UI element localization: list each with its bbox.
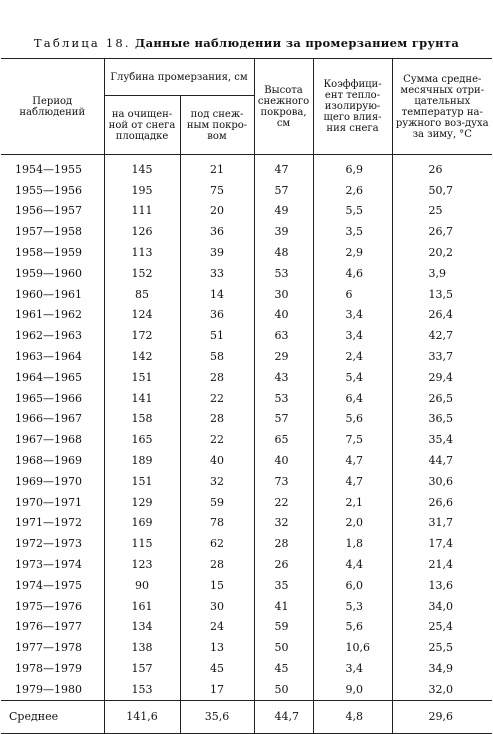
table-row (1, 155, 492, 180)
coefficient-cell: 2,4 (313, 346, 392, 367)
coefficient-cell: 10,6 (313, 637, 392, 658)
snow-height-cell: 59 (254, 617, 313, 638)
table-header (1, 59, 492, 155)
under-snow-depth-cell: 78 (180, 513, 254, 534)
temp-sum-cell: 50,7 (392, 180, 492, 201)
table-row (1, 617, 492, 638)
coefficient-cell: 3,4 (313, 325, 392, 346)
temp-sum-cell: 34,0 (392, 596, 492, 617)
snow-height-cell: 73 (254, 471, 313, 492)
cleared-depth-cell: 85 (104, 284, 180, 305)
table-row (1, 637, 492, 658)
under-snow-depth-cell: 20 (180, 201, 254, 222)
cleared-depth-cell: 123 (104, 554, 180, 575)
period-cell: 1966—1967 (1, 409, 104, 430)
coefficient-cell: 6,9 (313, 155, 392, 180)
header-cleared: на очищен-ной от снега площадке (104, 96, 180, 155)
under-snow-depth-cell: 75 (180, 180, 254, 201)
table-row (1, 596, 492, 617)
cleared-depth-cell: 158 (104, 409, 180, 430)
table-row (1, 679, 492, 700)
under-snow-depth-cell: 28 (180, 409, 254, 430)
temp-sum-cell: 44,7 (392, 450, 492, 471)
period-cell: 1974—1975 (1, 575, 104, 596)
temp-sum-cell: 26,6 (392, 492, 492, 513)
coefficient-cell: 7,5 (313, 429, 392, 450)
snow-height-cell: 50 (254, 637, 313, 658)
cleared-depth-cell: 138 (104, 637, 180, 658)
header-freeze-depth: Глубина промерзания, см (104, 59, 254, 96)
period-cell: 1971—1972 (1, 513, 104, 534)
table-row (1, 575, 492, 596)
snow-height-cell: 22 (254, 492, 313, 513)
cleared-depth-cell: 195 (104, 180, 180, 201)
under-snow-depth-cell: 33 (180, 263, 254, 284)
under-snow-depth-cell: 22 (180, 429, 254, 450)
table-title: Данные наблюдении за промерзанием грунта (135, 36, 460, 50)
period-cell: 1961—1962 (1, 305, 104, 326)
coefficient-cell: 5,5 (313, 201, 392, 222)
coefficient-cell: 5,3 (313, 596, 392, 617)
average-under-snow: 35,6 (180, 700, 254, 733)
under-snow-depth-cell: 21 (180, 155, 254, 180)
coefficient-cell: 6,4 (313, 388, 392, 409)
temp-sum-cell: 35,4 (392, 429, 492, 450)
snow-height-cell: 43 (254, 367, 313, 388)
period-cell: 1957—1958 (1, 221, 104, 242)
table-number: Таблица 18. (33, 36, 131, 50)
cleared-depth-cell: 145 (104, 155, 180, 180)
table-row (1, 325, 492, 346)
cleared-depth-cell: 142 (104, 346, 180, 367)
under-snow-depth-cell: 17 (180, 679, 254, 700)
table-row (1, 367, 492, 388)
coefficient-cell: 2,1 (313, 492, 392, 513)
coefficient-cell: 5,6 (313, 617, 392, 638)
average-coefficient: 4,8 (313, 700, 392, 733)
snow-height-cell: 53 (254, 388, 313, 409)
under-snow-depth-cell: 40 (180, 450, 254, 471)
under-snow-depth-cell: 39 (180, 242, 254, 263)
table-row (1, 429, 492, 450)
cleared-depth-cell: 141 (104, 388, 180, 409)
period-cell: 1964—1965 (1, 367, 104, 388)
cleared-depth-cell: 115 (104, 533, 180, 554)
table-row (1, 221, 492, 242)
temp-sum-cell: 13,6 (392, 575, 492, 596)
cleared-depth-cell: 152 (104, 263, 180, 284)
snow-height-cell: 39 (254, 221, 313, 242)
cleared-depth-cell: 90 (104, 575, 180, 596)
table-row (1, 242, 492, 263)
temp-sum-cell: 29,4 (392, 367, 492, 388)
period-cell: 1977—1978 (1, 637, 104, 658)
cleared-depth-cell: 151 (104, 471, 180, 492)
temp-sum-cell: 13,5 (392, 284, 492, 305)
period-cell: 1979—1980 (1, 679, 104, 700)
cleared-depth-cell: 151 (104, 367, 180, 388)
coefficient-cell: 2,0 (313, 513, 392, 534)
temp-sum-cell: 26,7 (392, 221, 492, 242)
cleared-depth-cell: 165 (104, 429, 180, 450)
under-snow-depth-cell: 24 (180, 617, 254, 638)
coefficient-cell: 6 (313, 284, 392, 305)
under-snow-depth-cell: 28 (180, 367, 254, 388)
coefficient-cell: 3,4 (313, 305, 392, 326)
under-snow-depth-cell: 15 (180, 575, 254, 596)
period-cell: 1978—1979 (1, 658, 104, 679)
snow-height-cell: 57 (254, 180, 313, 201)
period-cell: 1972—1973 (1, 533, 104, 554)
snow-height-cell: 40 (254, 450, 313, 471)
average-temp-sum: 29,6 (392, 700, 492, 733)
average-label: Среднее (1, 700, 104, 733)
under-snow-depth-cell: 45 (180, 658, 254, 679)
cleared-depth-cell: 161 (104, 596, 180, 617)
coefficient-cell: 1,8 (313, 533, 392, 554)
snow-height-cell: 41 (254, 596, 313, 617)
temp-sum-cell: 25 (392, 201, 492, 222)
snow-height-cell: 29 (254, 346, 313, 367)
snow-height-cell: 47 (254, 155, 313, 180)
coefficient-cell: 3,5 (313, 221, 392, 242)
temp-sum-cell: 25,4 (392, 617, 492, 638)
period-cell: 1968—1969 (1, 450, 104, 471)
cleared-depth-cell: 124 (104, 305, 180, 326)
under-snow-depth-cell: 59 (180, 492, 254, 513)
snow-height-cell: 49 (254, 201, 313, 222)
snow-height-cell: 45 (254, 658, 313, 679)
header-period: Период наблюдений (1, 59, 104, 155)
table-row (1, 201, 492, 222)
temp-sum-cell: 25,5 (392, 637, 492, 658)
period-cell: 1970—1971 (1, 492, 104, 513)
temp-sum-cell: 3,9 (392, 263, 492, 284)
header-temp-sum: Сумма средне-месячных отри-цательных температур на-ружного воз-духа за зиму, °С (392, 59, 492, 155)
snow-height-cell: 50 (254, 679, 313, 700)
period-cell: 1960—1961 (1, 284, 104, 305)
under-snow-depth-cell: 58 (180, 346, 254, 367)
average-row (1, 700, 492, 733)
table-row (1, 554, 492, 575)
table-row (1, 263, 492, 284)
snow-height-cell: 32 (254, 513, 313, 534)
coefficient-cell: 6,0 (313, 575, 392, 596)
freeze-data-table (1, 58, 492, 734)
table-caption (0, 36, 493, 50)
table-row (1, 492, 492, 513)
under-snow-depth-cell: 30 (180, 596, 254, 617)
under-snow-depth-cell: 14 (180, 284, 254, 305)
snow-height-cell: 26 (254, 554, 313, 575)
period-cell: 1959—1960 (1, 263, 104, 284)
period-cell: 1958—1959 (1, 242, 104, 263)
table-row (1, 284, 492, 305)
snow-height-cell: 57 (254, 409, 313, 430)
temp-sum-cell: 26,4 (392, 305, 492, 326)
coefficient-cell: 5,6 (313, 409, 392, 430)
table-row (1, 471, 492, 492)
under-snow-depth-cell: 51 (180, 325, 254, 346)
temp-sum-cell: 20,2 (392, 242, 492, 263)
cleared-depth-cell: 157 (104, 658, 180, 679)
table-row (1, 346, 492, 367)
cleared-depth-cell: 113 (104, 242, 180, 263)
header-snow-height: Высота снежного покрова, см (254, 59, 313, 155)
under-snow-depth-cell: 36 (180, 221, 254, 242)
temp-sum-cell: 17,4 (392, 533, 492, 554)
cleared-depth-cell: 172 (104, 325, 180, 346)
temp-sum-cell: 32,0 (392, 679, 492, 700)
period-cell: 1969—1970 (1, 471, 104, 492)
temp-sum-cell: 26,5 (392, 388, 492, 409)
under-snow-depth-cell: 62 (180, 533, 254, 554)
under-snow-depth-cell: 32 (180, 471, 254, 492)
temp-sum-cell: 42,7 (392, 325, 492, 346)
under-snow-depth-cell: 28 (180, 554, 254, 575)
snow-height-cell: 28 (254, 533, 313, 554)
table-row (1, 533, 492, 554)
coefficient-cell: 4,7 (313, 471, 392, 492)
period-cell: 1962—1963 (1, 325, 104, 346)
period-cell: 1973—1974 (1, 554, 104, 575)
under-snow-depth-cell: 36 (180, 305, 254, 326)
period-cell: 1975—1976 (1, 596, 104, 617)
coefficient-cell: 9,0 (313, 679, 392, 700)
temp-sum-cell: 33,7 (392, 346, 492, 367)
table-row (1, 180, 492, 201)
coefficient-cell: 5,4 (313, 367, 392, 388)
table-row (1, 450, 492, 471)
snow-height-cell: 63 (254, 325, 313, 346)
snow-height-cell: 35 (254, 575, 313, 596)
cleared-depth-cell: 153 (104, 679, 180, 700)
coefficient-cell: 4,4 (313, 554, 392, 575)
table-row (1, 658, 492, 679)
under-snow-depth-cell: 13 (180, 637, 254, 658)
temp-sum-cell: 30,6 (392, 471, 492, 492)
temp-sum-cell: 34,9 (392, 658, 492, 679)
period-cell: 1963—1964 (1, 346, 104, 367)
table-row (1, 513, 492, 534)
temp-sum-cell: 36,5 (392, 409, 492, 430)
average-snow-height: 44,7 (254, 700, 313, 733)
period-cell: 1955—1956 (1, 180, 104, 201)
coefficient-cell: 2,6 (313, 180, 392, 201)
header-coefficient: Коэффици-ент тепло-изолирую-щего влия-ния снега (313, 59, 392, 155)
average-cleared: 141,6 (104, 700, 180, 733)
period-cell: 1967—1968 (1, 429, 104, 450)
temp-sum-cell: 31,7 (392, 513, 492, 534)
coefficient-cell: 4,7 (313, 450, 392, 471)
table-body (1, 155, 492, 734)
period-cell: 1954—1955 (1, 155, 104, 180)
coefficient-cell: 4,6 (313, 263, 392, 284)
snow-height-cell: 65 (254, 429, 313, 450)
cleared-depth-cell: 169 (104, 513, 180, 534)
header-under-snow: под снеж-ным покро-вом (180, 96, 254, 155)
cleared-depth-cell: 129 (104, 492, 180, 513)
table-row (1, 409, 492, 430)
coefficient-cell: 3,4 (313, 658, 392, 679)
temp-sum-cell: 26 (392, 155, 492, 180)
cleared-depth-cell: 134 (104, 617, 180, 638)
snow-height-cell: 48 (254, 242, 313, 263)
under-snow-depth-cell: 22 (180, 388, 254, 409)
period-cell: 1965—1966 (1, 388, 104, 409)
cleared-depth-cell: 189 (104, 450, 180, 471)
snow-height-cell: 30 (254, 284, 313, 305)
snow-height-cell: 40 (254, 305, 313, 326)
coefficient-cell: 2,9 (313, 242, 392, 263)
table-row (1, 305, 492, 326)
period-cell: 1976—1977 (1, 617, 104, 638)
temp-sum-cell: 21,4 (392, 554, 492, 575)
cleared-depth-cell: 126 (104, 221, 180, 242)
table-row (1, 388, 492, 409)
snow-height-cell: 53 (254, 263, 313, 284)
cleared-depth-cell: 111 (104, 201, 180, 222)
period-cell: 1956—1957 (1, 201, 104, 222)
